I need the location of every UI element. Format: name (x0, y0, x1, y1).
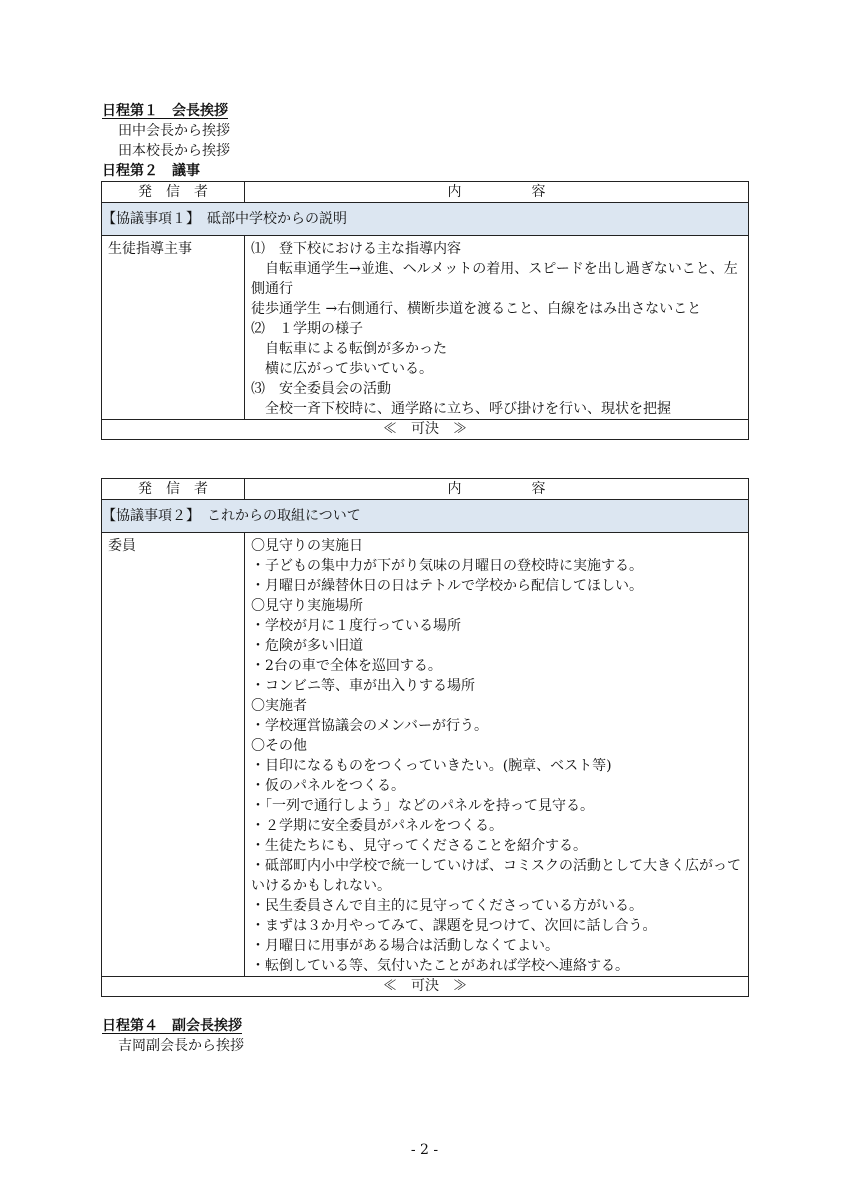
item-1-content (245, 236, 749, 420)
agenda-4-heading: 日程第４ 副会長挨拶 (102, 1018, 242, 1034)
header-content: 内 容 (447, 481, 546, 497)
item-2-line: ・目印になるものをつくっていきたい。(腕章、ベスト等) (251, 758, 612, 774)
item-2-line: ・生徒たちにも、見守ってくださることを紹介する。 (251, 838, 587, 854)
header-content: 内 容 (447, 184, 546, 200)
header-speaker-cell (102, 479, 245, 500)
item-2-line: ・２学期に安全委員がパネルをつくる。 (251, 818, 503, 834)
item-2-title: 【協議事項２】 これからの取組について (102, 500, 749, 533)
item-1-line: 自転車通学生→並進、ヘルメットの着用、スピードを出し過ぎないこと、左側通行 (251, 261, 738, 297)
item-1-line: 横に広がって歩いている。 (251, 361, 433, 377)
header-content-cell (245, 479, 749, 500)
item-1-line: ⑵ １学期の様子 (251, 321, 363, 337)
item-2-line: ・「一列で通行しよう」などのパネルを持って見守る。 (251, 798, 594, 814)
header-content-cell (245, 182, 749, 203)
item-2-line: ・月曜日に用事がある場合は活動しなくてよい。 (251, 938, 559, 954)
agenda-4-line-1: 吉岡副会長から挨拶 (118, 1038, 244, 1054)
item-2-line: ・月曜日が繰替休日の日はテトルで学校から配信してほしい。 (251, 578, 643, 594)
item-2-speaker: 委員 (102, 533, 245, 977)
item-1-result: ≪ 可決 ≫ (102, 420, 749, 440)
item-1-title: 【協議事項１】 砥部中学校からの説明 (102, 203, 749, 236)
item-2-line: ・危険が多い旧道 (251, 638, 363, 654)
item-2-line: 〇見守りの実施日 (251, 538, 363, 554)
item-2-table (101, 478, 749, 997)
item-2-line: ・子どもの集中力が下がり気味の月曜日の登校時に実施する。 (251, 558, 643, 574)
item-2-result: ≪ 可決 ≫ (102, 977, 749, 997)
item-2-content (245, 533, 749, 977)
item-2-line: ・まずは３か月やってみて、課題を見つけて、次回に話し合う。 (251, 918, 657, 934)
agenda-1-line-1: 田中会長から挨拶 (118, 123, 230, 139)
item-2-line: ・民生委員さんで自主的に見守ってくださっている方がいる。 (251, 898, 643, 914)
item-1-line: 全校一斉下校時に、通学路に立ち、呼び掛けを行い、現状を把握 (251, 401, 671, 417)
item-1-line: ⑶ 安全委員会の活動 (251, 381, 391, 397)
item-2-line: 〇見守り実施場所 (251, 598, 363, 614)
item-2-line: ・砥部町内小中学校で統一していけば、コミスクの活動として大きく広がっていけるかもしれない。 (251, 858, 741, 894)
page-number: - 2 - (410, 1142, 439, 1158)
item-1-speaker: 生徒指導主事 (102, 236, 245, 420)
header-speaker-cell (102, 182, 245, 203)
item-1-table (101, 181, 749, 440)
item-1-line: 徒歩通学生 →右側通行、横断歩道を渡ること、白線をはみ出さないこと (251, 301, 702, 317)
agenda-1-heading: 日程第１ 会長挨拶 (102, 103, 228, 119)
item-2-line: 〇実施者 (251, 698, 307, 714)
item-2-line: ・転倒している等、気付いたことがあれば学校へ連絡する。 (251, 958, 629, 974)
item-2-line: ・2台の車で全体を巡回する。 (251, 658, 442, 674)
agenda-1-line-2: 田本校長から挨拶 (118, 143, 230, 159)
item-2-line: ・学校運営協議会のメンバーが行う。 (251, 718, 489, 734)
item-1-line: 自転車による転倒が多かった (251, 341, 447, 357)
agenda-2-heading: 日程第２ 議事 (102, 163, 200, 179)
item-2-line: 〇その他 (251, 738, 307, 754)
item-1-line: ⑴ 登下校における主な指導内容 (251, 241, 461, 257)
item-2-line: ・仮のパネルをつくる。 (251, 778, 405, 794)
item-2-line: ・学校が月に１度行っている場所 (251, 618, 461, 634)
header-speaker: 発 信 者 (138, 184, 208, 200)
header-speaker: 発 信 者 (138, 481, 208, 497)
item-2-line: ・コンビニ等、車が出入りする場所 (251, 678, 475, 694)
